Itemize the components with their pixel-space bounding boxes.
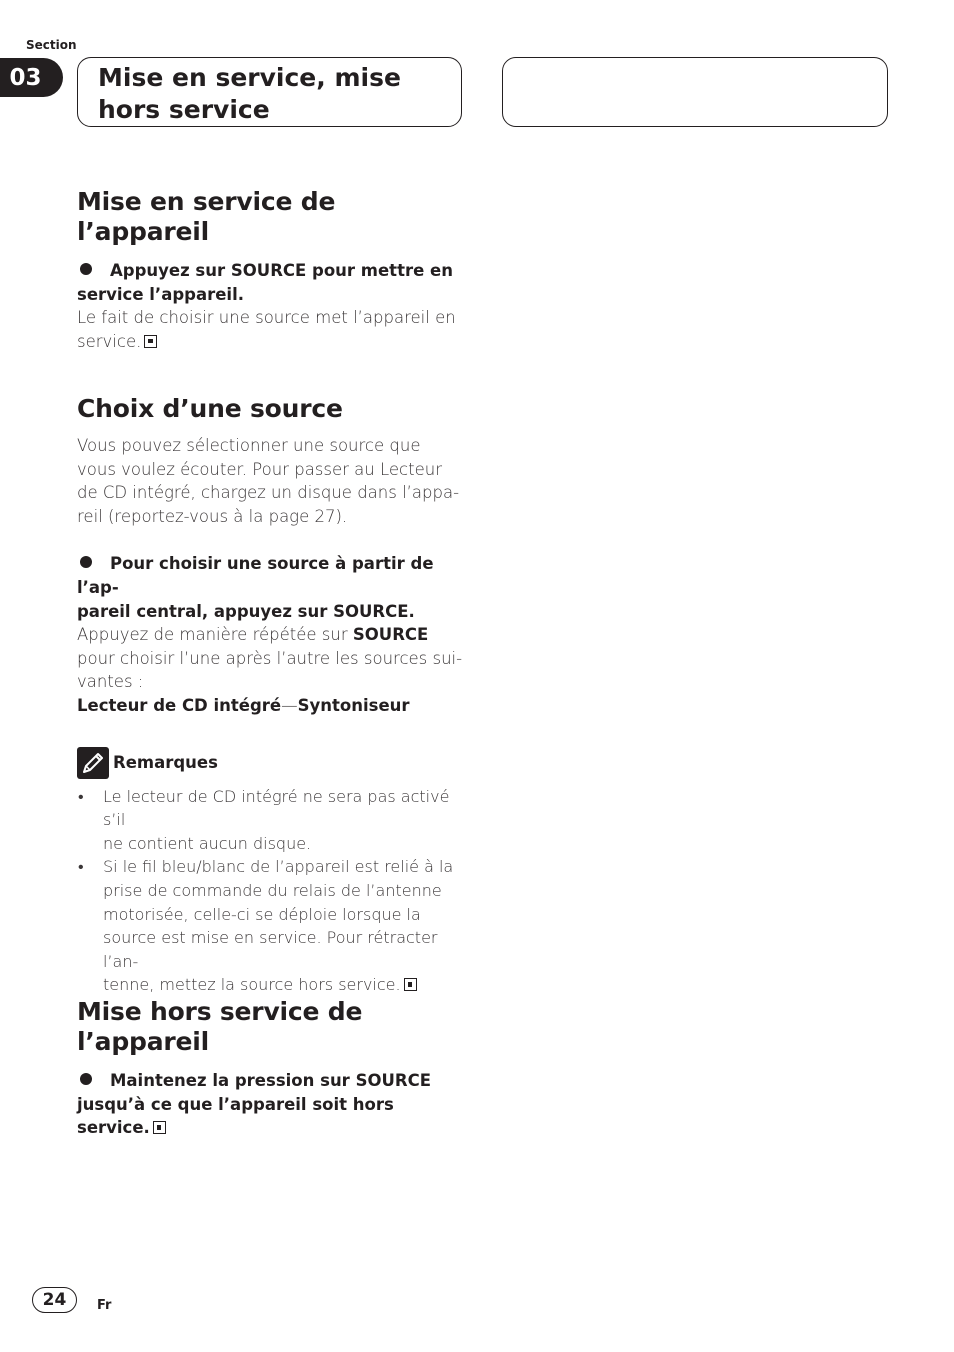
step-instruction: Appuyez sur SOURCE pour mettre en (77, 259, 469, 283)
step-instruction-cont: service l’appareil. (77, 284, 244, 304)
section-label: Section (26, 38, 77, 52)
empty-header-box (502, 57, 888, 127)
page-number: 24 (32, 1287, 77, 1313)
intro-text: Vous pouvez sélectionner une source que (77, 436, 421, 455)
section-power-on (77, 187, 469, 353)
body-text: pour choisir l’une après l’autre les sources sui- (77, 648, 463, 668)
body-text: vantes : (77, 672, 144, 692)
body-text-cont: service. (77, 330, 469, 354)
step-instruction-cont: jusqu’à ce que l’appareil soit hors (77, 1094, 394, 1114)
bullet-dot-icon (80, 263, 92, 275)
end-of-section-icon (153, 1121, 166, 1134)
step-instruction: Maintenez la pression sur SOURCE (77, 1069, 469, 1093)
chapter-title-line2: hors service (98, 95, 270, 124)
body-text: Le fait de choisir une source met l’appareil en (77, 308, 456, 328)
chapter-title-line1: Mise en service, mise (98, 63, 401, 92)
section-number-tab: 03 (0, 58, 63, 97)
section-choose-source (77, 394, 469, 997)
pencil-note-icon (77, 747, 109, 779)
language-code: Fr (97, 1298, 112, 1313)
step-instruction: Pour choisir une source à partir de l’ap- (77, 554, 434, 597)
note-item: • Le lecteur de CD intégré ne sera pas activé s’il ne contient aucun disque. (77, 785, 469, 856)
bullet-dot-icon (80, 1073, 92, 1085)
step-instruction-cont: service. (77, 1116, 469, 1140)
notes-list (77, 785, 469, 997)
section-heading: Choix d’une source (77, 394, 343, 423)
source-sequence: Lecteur de CD intégré—Syntoniseur (77, 695, 410, 715)
intro-text: reil (reportez-vous à la page 27). (77, 506, 348, 526)
step-instruction-cont: pareil central, appuyez sur SOURCE. (77, 601, 415, 621)
body-text: Appuyez de manière répétée sur SOURCE (77, 625, 429, 645)
chapter-title-box (77, 57, 462, 127)
end-of-section-icon (144, 335, 157, 348)
section-power-off (77, 997, 469, 1140)
notes-title: Remarques (113, 753, 218, 773)
section-heading: Mise hors service de l’appareil (77, 997, 363, 1056)
section-heading: Mise en service de l’appareil (77, 187, 336, 246)
notes-header (77, 747, 469, 779)
note-item: • Si le fil bleu/blanc de l’appareil est relié à la prise de commande du relais de l’antenne motorisée, celle-ci se déploie lorsque la source est mise en service. Pour rétracter l’an- tenne, mettez la source hors service. (77, 855, 469, 997)
intro-text: de CD intégré, chargez un disque dans l’appa- (77, 483, 460, 503)
intro-text: vous voulez écouter. Pour passer au Lecteur (77, 459, 442, 479)
bullet-dot-icon (80, 556, 92, 568)
end-of-section-icon (404, 978, 417, 991)
